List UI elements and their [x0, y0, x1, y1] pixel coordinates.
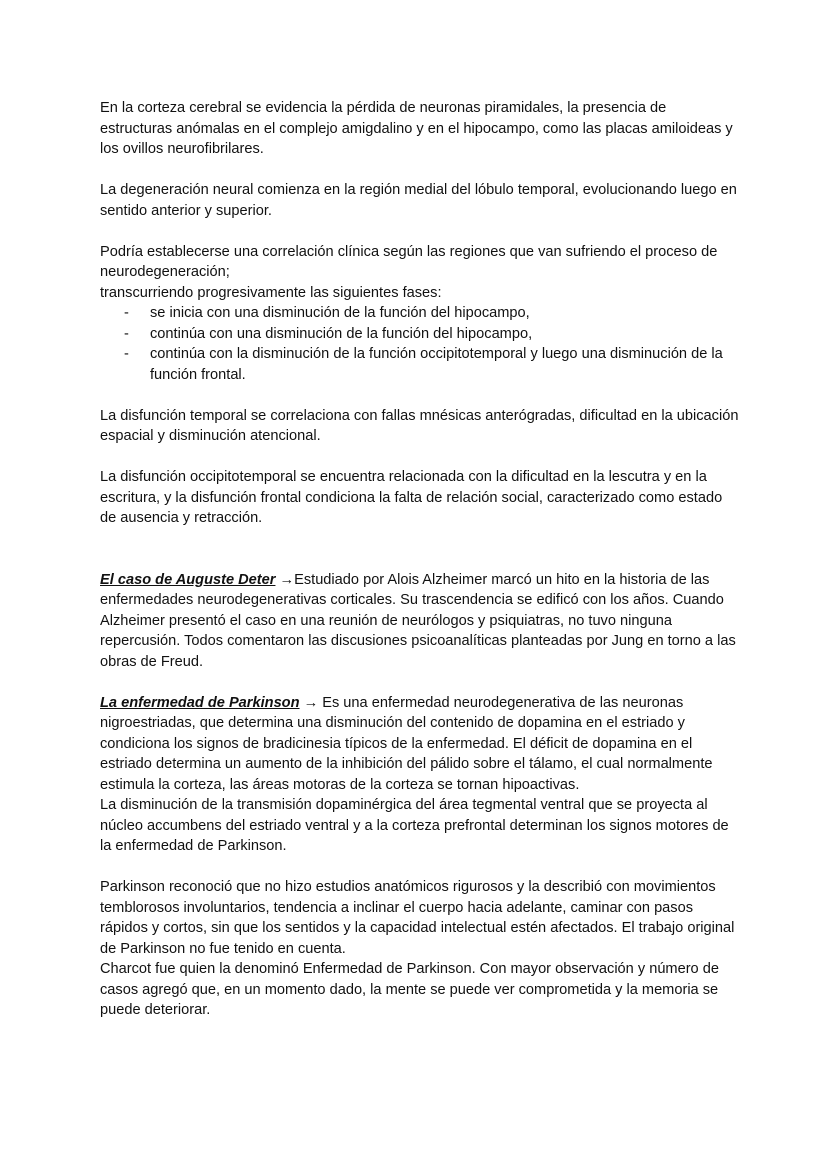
spacer — [100, 385, 740, 406]
section-parkinson — [100, 693, 740, 796]
paragraph-cortex: En la corteza cerebral se evidencia la pérdida de neuronas piramidales, la presencia de estructuras anómalas en el complejo amigdalino y en el hipocampo, como las placas amiloideas y los ovillos neurofibrilares. — [100, 100, 733, 157]
deter-body: Estudiado por Alois Alzheimer marcó un hito en la historia de las enfermedades neurodegenerativas corticales. Su trascendencia se edificó con los años. Cuando Alzheimer presentó el caso en una reunión de neurólogos y psiquiatras, no tuvo ninguna repercusión. Todos comentaron las discusiones psicoanalíticas planteadas por Jung en torno a las obras de Freud. — [100, 571, 736, 670]
heading-parkinson: La enfermedad de Parkinson — [100, 694, 300, 711]
paragraph-parkinson-description: Parkinson reconoció que no hizo estudios anatómicos rigurosos y la describió con movimientos temblorosos involuntarios, tendencia a inclinar el cuerpo hacia adelante, caminar con pasos rápidos y cortos, sin que los sentidos y la capacidad intelectual estén afectados. El trabajo original de Parkinson no fue tenido en cuenta. — [100, 879, 735, 957]
heading-auguste-deter: El caso de Auguste Deter — [100, 571, 276, 588]
phases-list — [100, 303, 740, 385]
paragraph-degeneration: La degeneración neural comienza en la región medial del lóbulo temporal, evolucionando luego en sentido anterior y superior. — [100, 182, 737, 219]
paragraph-dopaminergic: La disminución de la transmisión dopaminérgica del área tegmental ventral que se proyecta al núcleo accumbens del estriado ventral y a la corteza prefrontal determinan los signos motores de la enfermedad de Parkinson. — [100, 797, 729, 854]
arrow-icon: → — [299, 694, 323, 711]
paragraph-occipitotemporal-dysfunction: La disfunción occipitotemporal se encuentra relacionada con la dificultad en la lescutra y en la escritura, y la disfunción frontal condiciona la falta de relación social, caracterizado como estado de ausencia y retracción. — [100, 469, 723, 526]
section-auguste-deter — [100, 570, 740, 673]
arrow-icon: → — [275, 571, 295, 588]
paragraph-temporal-dysfunction: La disfunción temporal se correlaciona con fallas mnésicas anterógradas, dificultad en la ubicación espacial y disminución atencional. — [100, 407, 739, 444]
spacer — [100, 447, 740, 468]
paragraph-charcot: Charcot fue quien la denominó Enfermedad de Parkinson. Con mayor observación y número de casos agregó que, en un momento dado, la mente se puede ver comprometida y la memoria se puede deteriorar. — [100, 961, 719, 1018]
phase-item: - continúa con una disminución de la función del hipocampo, — [100, 324, 740, 345]
spacer — [100, 529, 740, 570]
paragraph-correlation: Podría establecerse una correlación clínica según las regiones que van sufriendo el proceso de neurodegeneración; — [100, 243, 718, 280]
phase-item: - continúa con la disminución de la función occipitotemporal y luego una disminución de la función frontal. — [100, 344, 740, 385]
spacer — [100, 857, 740, 878]
spacer — [100, 160, 740, 181]
spacer — [100, 221, 740, 242]
parkinson-body: Es una enfermedad neurodegenerativa de las neuronas nigroestriadas, que determina una disminución del contenido de dopamina en el estriado y condiciona los signos de bradicinesia típicos de la enfermedad. El déficit de dopamina en el estriado determina un aumento de la inhibición del pálido sobre el tálamo, el cual normalmente estimula la corteza, las áreas motoras de la corteza se tornan hipoactivas. — [100, 694, 713, 793]
phase-item: - se inicia con una disminución de la función del hipocampo, — [100, 303, 740, 324]
document-page — [100, 98, 740, 1021]
spacer — [100, 672, 740, 693]
paragraph-phases-intro: transcurriendo progresivamente las siguientes fases: — [100, 284, 442, 301]
